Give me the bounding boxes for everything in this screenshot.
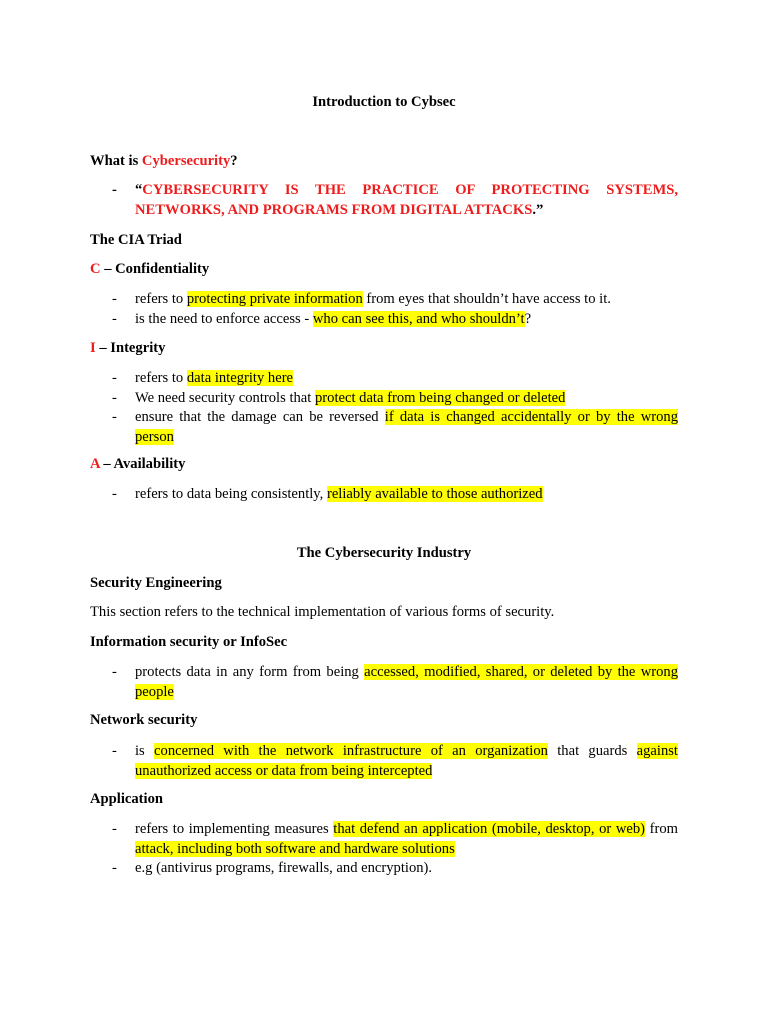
- list-item: - is concerned with the network infrastructure of an organization that guards against unauthorized access or data from being intercepted: [112, 743, 678, 779]
- network-security-list: [90, 742, 678, 781]
- highlight: protect data from being changed or deleted: [314, 389, 566, 406]
- quote-text: CYBERSECURITY IS THE PRACTICE OF PROTECTING SYSTEMS, NETWORKS, AND PROGRAMS FROM DIGITAL ATTACKS: [135, 182, 678, 218]
- integrity-heading: I – Integrity: [90, 340, 166, 356]
- what-is-heading: [90, 153, 678, 170]
- cybersecurity-term: Cybersecurity: [141, 153, 231, 169]
- security-engineering-text: This section refers to the technical implementation of various forms of security.: [90, 604, 555, 620]
- list-item: - refers to implementing measures that defend an application (mobile, desktop, or web) from attack, including both software and hardware solutions: [112, 821, 678, 857]
- highlight: accessed, modified, shared, or deleted by the wrong people: [135, 664, 678, 700]
- letter-a: A: [90, 456, 100, 472]
- highlight: concerned with the network infrastructure of an organization: [154, 743, 548, 759]
- availability-list: [90, 485, 678, 505]
- list-item: - refers to data integrity here: [112, 370, 294, 386]
- infosec-heading: Information security or InfoSec: [90, 634, 288, 650]
- dash-mark: -: [112, 182, 117, 198]
- highlight: against unauthorized access or data from being intercepted: [135, 743, 678, 779]
- list-item: - e.g (antivirus programs, firewalls, and encryption).: [112, 860, 433, 876]
- what-is-suffix: ?: [230, 153, 238, 169]
- network-security-heading: Network security: [90, 712, 198, 728]
- list-item: - refers to protecting private information from eyes that shouldn’t have access to it.: [112, 291, 611, 307]
- highlight: that defend an application (mobile, desktop, or web): [333, 821, 646, 837]
- list-item: - protects data in any form from being accessed, modified, shared, or deleted by the wrong people: [112, 664, 678, 700]
- list-item: - We need security controls that protect data from being changed or deleted: [112, 389, 566, 406]
- definition-list: [90, 181, 678, 220]
- integrity-list: [90, 369, 678, 447]
- availability-heading: A – Availability: [90, 456, 186, 472]
- highlight: reliably available to those authorized: [326, 486, 543, 502]
- confidentiality-heading: C – Confidentiality: [90, 261, 210, 277]
- letter-i: I: [90, 340, 96, 356]
- definition-quote: - “CYBERSECURITY IS THE PRACTICE OF PROTECTING SYSTEMS, NETWORKS, AND PROGRAMS FROM DIGITAL ATTACKS.”: [112, 182, 678, 218]
- highlight: protecting private information: [186, 291, 363, 307]
- list-item: - is the need to enforce access - who can see this, and who shouldn’t?: [112, 310, 532, 327]
- letter-c: C: [90, 261, 101, 277]
- list-item: - refers to data being consistently, reliably available to those authorized: [112, 486, 543, 502]
- infosec-list: [90, 663, 678, 702]
- application-heading: Application: [90, 791, 163, 807]
- industry-title: The Cybersecurity Industry: [296, 545, 472, 561]
- application-list: [90, 820, 678, 879]
- highlight: if data is changed accidentally or by the wrong person: [135, 409, 678, 445]
- what-is-prefix: What is: [90, 153, 142, 169]
- confidentiality-list: [90, 290, 678, 329]
- cia-heading: The CIA Triad: [90, 232, 182, 248]
- list-item: - ensure that the damage can be reversed if data is changed accidentally or by the wrong person: [112, 409, 678, 445]
- highlight: attack, including both software and hardware solutions: [135, 840, 455, 857]
- highlight: who can see this, and who shouldn’t: [312, 310, 525, 327]
- highlight: data integrity here: [186, 370, 294, 386]
- page-title: Introduction to Cybsec: [312, 94, 456, 110]
- security-engineering-heading: Security Engineering: [90, 575, 222, 591]
